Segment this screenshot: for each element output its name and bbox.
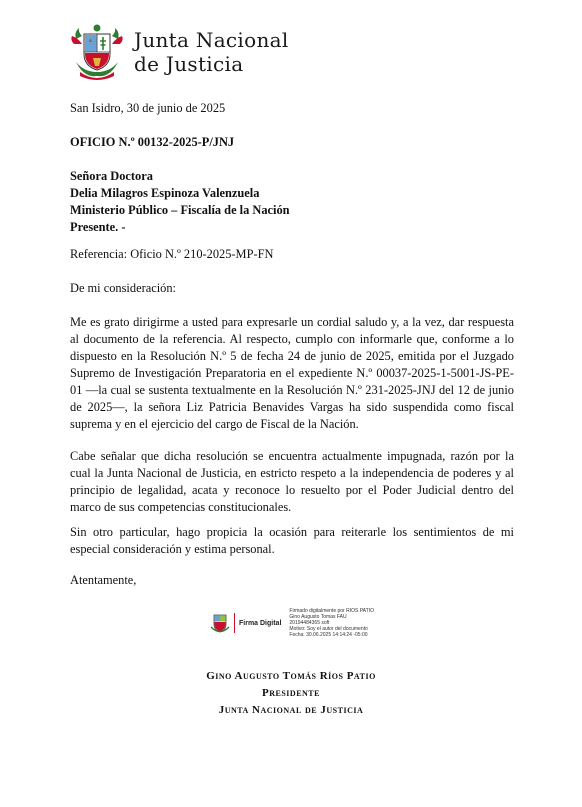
signer-title: Presidente (262, 687, 320, 699)
signer-institution: Junta Nacional de Justicia (218, 704, 364, 716)
signature-detail-line: Firmado digitalmente por RIOS PATIO (289, 608, 374, 614)
reference: Referencia: Oficio N.º 210-2025-MP-FN (70, 247, 274, 261)
digital-signature-label: Firma Digital (239, 619, 282, 627)
institution-name-line-1: Junta Nacional (134, 28, 289, 52)
peru-coat-of-arms-icon (70, 22, 124, 82)
signature-detail-line: Motivo: Soy el autor del documento (289, 626, 368, 632)
closing: Atentamente, (70, 573, 137, 587)
body-paragraph-3: Sin otro particular, hago propicia la ocasión para reiterarle los sentimientos de mi especial consideración y estima personal. (70, 525, 514, 556)
recipient-name: Delia Milagros Espinoza Valenzuela (70, 186, 260, 200)
body-paragraph-1: Me es grato dirigirme a usted para expresarle un cordial saludo y, a la vez, dar respuesta al documento de la referencia. Al respecto, cumplo con informarle que, conforme a lo dispuesto en la Resolución N.º 5 de fecha 24 de junio de 2025, emitida por el Juzgado Supremo de Investigación Preparatoria en el expediente N.º 00037-2025-1-5001-JS-PE-01 —la cual se sustenta textualmente en la Resolución N.º 231-2025-JNJ del 12 de junio de 2025—, la señora Liz Patricia Benavides Vargas ha sido suspendida como fiscal suprema y en el ejercicio del cargo de Fiscal de la Nación. (70, 315, 514, 431)
salutation: De mi consideración: (70, 281, 176, 295)
digital-signature-stamp (210, 608, 374, 638)
signer-name: Gino Augusto Tomás Ríos Patio (206, 670, 376, 682)
recipient-block (70, 168, 514, 236)
signature-detail-line: 20194484365 soft (289, 620, 330, 626)
digital-signature-details (289, 608, 374, 638)
place-date: San Isidro, 30 de junio de 2025 (70, 101, 226, 115)
recipient-presente: Presente. - (70, 220, 126, 234)
recipient-salutation-title: Señora Doctora (70, 169, 153, 183)
institution-name (134, 28, 289, 76)
signature-divider (234, 613, 235, 633)
signature-detail-line: Fecha: 30.06.2025 14:14:24 -05:00 (289, 632, 368, 638)
body-paragraph-2: Cabe señalar que dicha resolución se encuentra actualmente impugnada, razón por la cual la Junta Nacional de Justicia, en estricto respeto a la independencia de poderes y al principio de legalidad, acata y reconoce lo resuelto por el Poder Judicial dentro del marco de sus competencias constitucionales. (70, 449, 514, 514)
institution-name-line-2: de Justicia (134, 52, 244, 76)
recipient-office: Ministerio Público – Fiscalía de la Nación (70, 203, 290, 217)
signature-detail-line: Gino Augusto Tomas FAU (289, 614, 347, 620)
signature-crest-icon (210, 612, 230, 634)
oficio-number: OFICIO N.º 00132-2025-P/JNJ (70, 135, 235, 149)
letterhead (70, 22, 289, 82)
